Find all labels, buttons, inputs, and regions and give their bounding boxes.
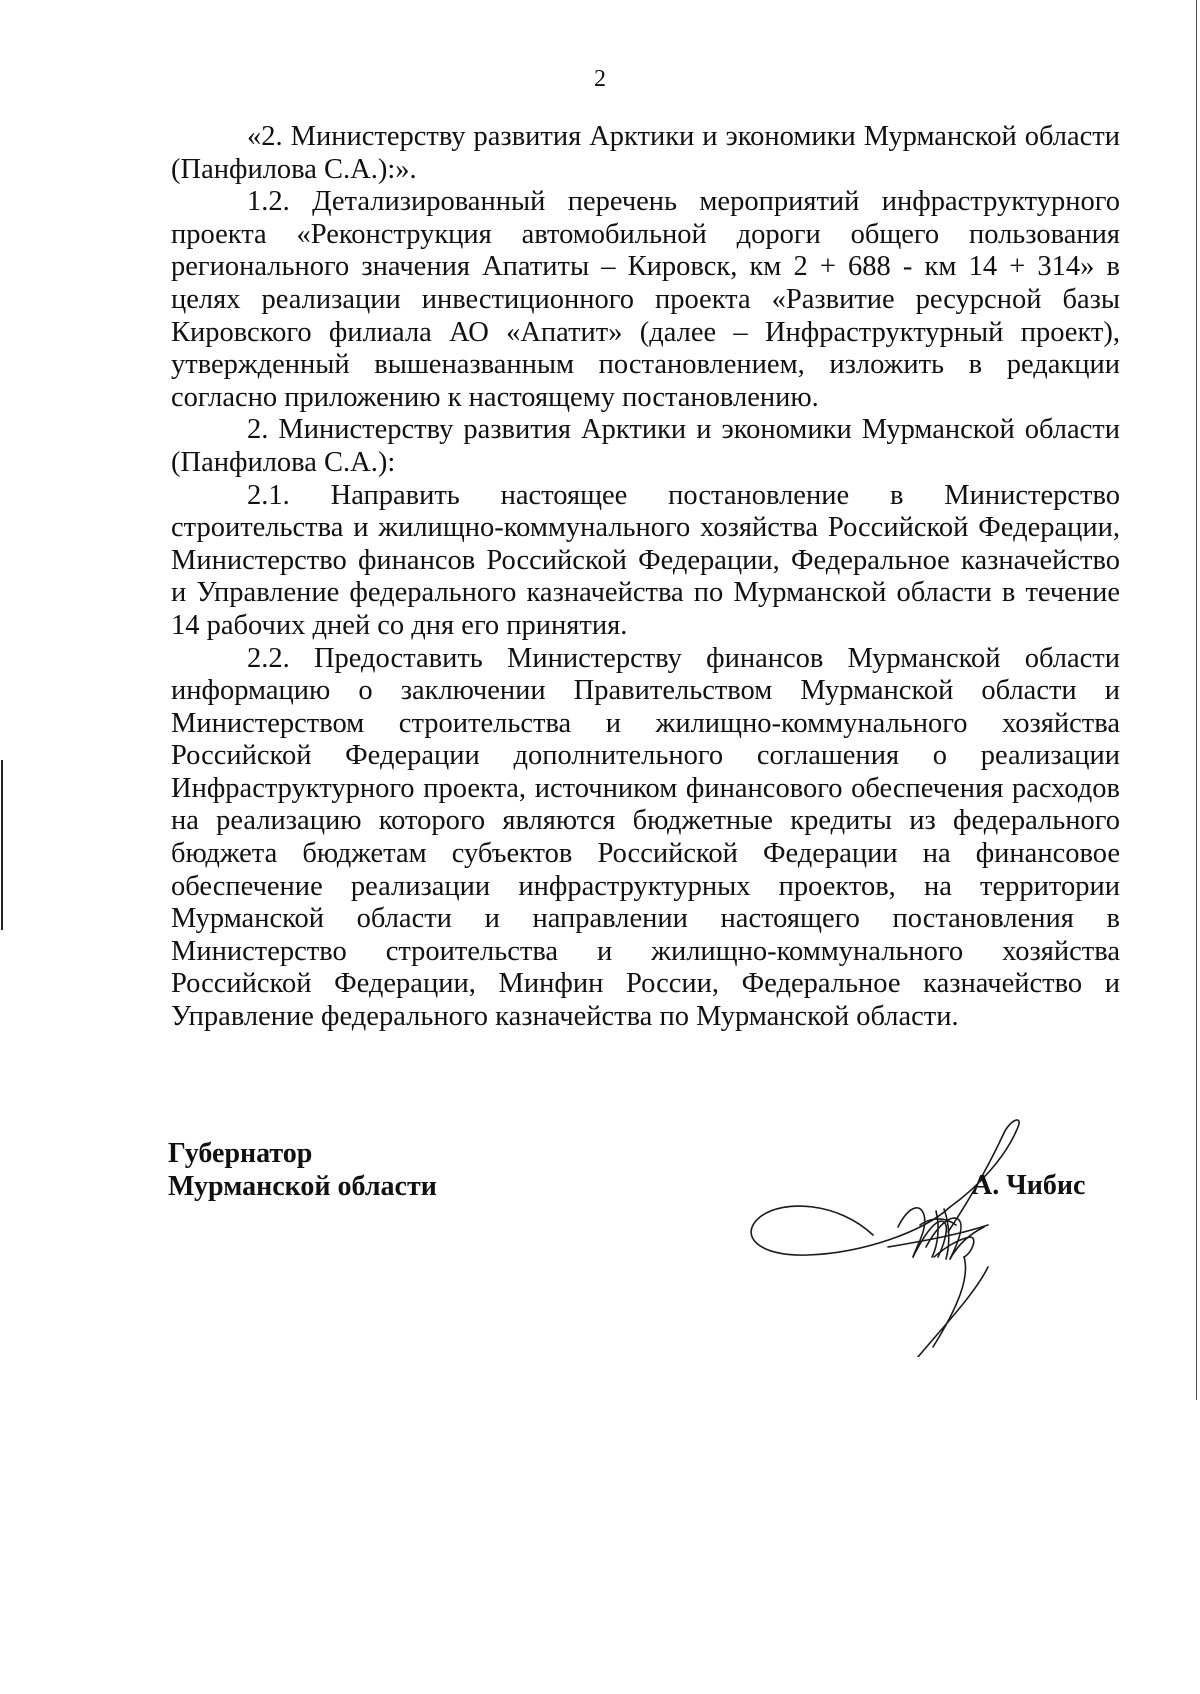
paragraph-1-2: 1.2. Детализированный перечень мероприятий инфраструктурного проекта «Реконструкция автомобильной дороги общего пользования регионального значения Апатиты – Кировск, км 2 + 688 - км 14 + 314» в целях реализации инвестиционного проекта «Развитие ресурсной базы Кировского филиала АО «Апатит» (далее – Инфраструктурный проект), утвержденный вышеназванным постановлением, изложить в редакции согласно приложению к настоящему постановлению. xyxy=(171,186,1120,413)
paragraph-2-2: 2.2. Предоставить Министерству финансов Мурманской области информацию о заключении Правительством Мурманской области и Министерством строительства и жилищно-коммунального хозяйства Российской Федерации дополнительного соглашения о реализации Инфраструктурного проекта, источником финансового обеспечения расходов на реализацию которого являются бюджетные кредиты из федерального бюджета бюджетам субъектов Российской Федерации на финансовое обеспечение реализации инфраструктурных проектов, на территории Мурманской области и направлении настоящего постановления в Министерство строительства и жилищно-коммунального хозяйства Российской Федерации, Минфин России, Федеральное казначейство и Управление федерального казначейства по Мурманской области. xyxy=(171,642,1120,1033)
signature-block xyxy=(168,1137,1168,1377)
scan-edge-left xyxy=(1,760,3,930)
document-body xyxy=(171,121,1120,1034)
scan-edge-right xyxy=(1196,0,1197,1400)
signatory-title xyxy=(168,1137,437,1203)
signatory-title-line2: Мурманской области xyxy=(168,1171,437,1202)
handwritten-signature-icon xyxy=(688,1107,1108,1357)
paragraph-item-2-header: «2. Министерству развития Арктики и экономики Мурманской области (Панфилова С.А.):». xyxy=(171,121,1120,185)
signatory-title-line1: Губернатор xyxy=(168,1138,313,1169)
signatory-name: А. Чибис xyxy=(972,1170,1086,1201)
paragraph-2-1: 2.1. Направить настоящее постановление в Министерство строительства и жилищно-коммунального хозяйства Российской Федерации, Министерство финансов Российской Федерации, Федеральное казначейство и Управление федерального казначейства по Мурманской области в течение 14 рабочих дней со дня его принятия. xyxy=(171,479,1120,641)
page-number: 2 xyxy=(594,66,606,92)
paragraph-2: 2. Министерству развития Арктики и экономики Мурманской области (Панфилова С.А.): xyxy=(171,414,1120,478)
